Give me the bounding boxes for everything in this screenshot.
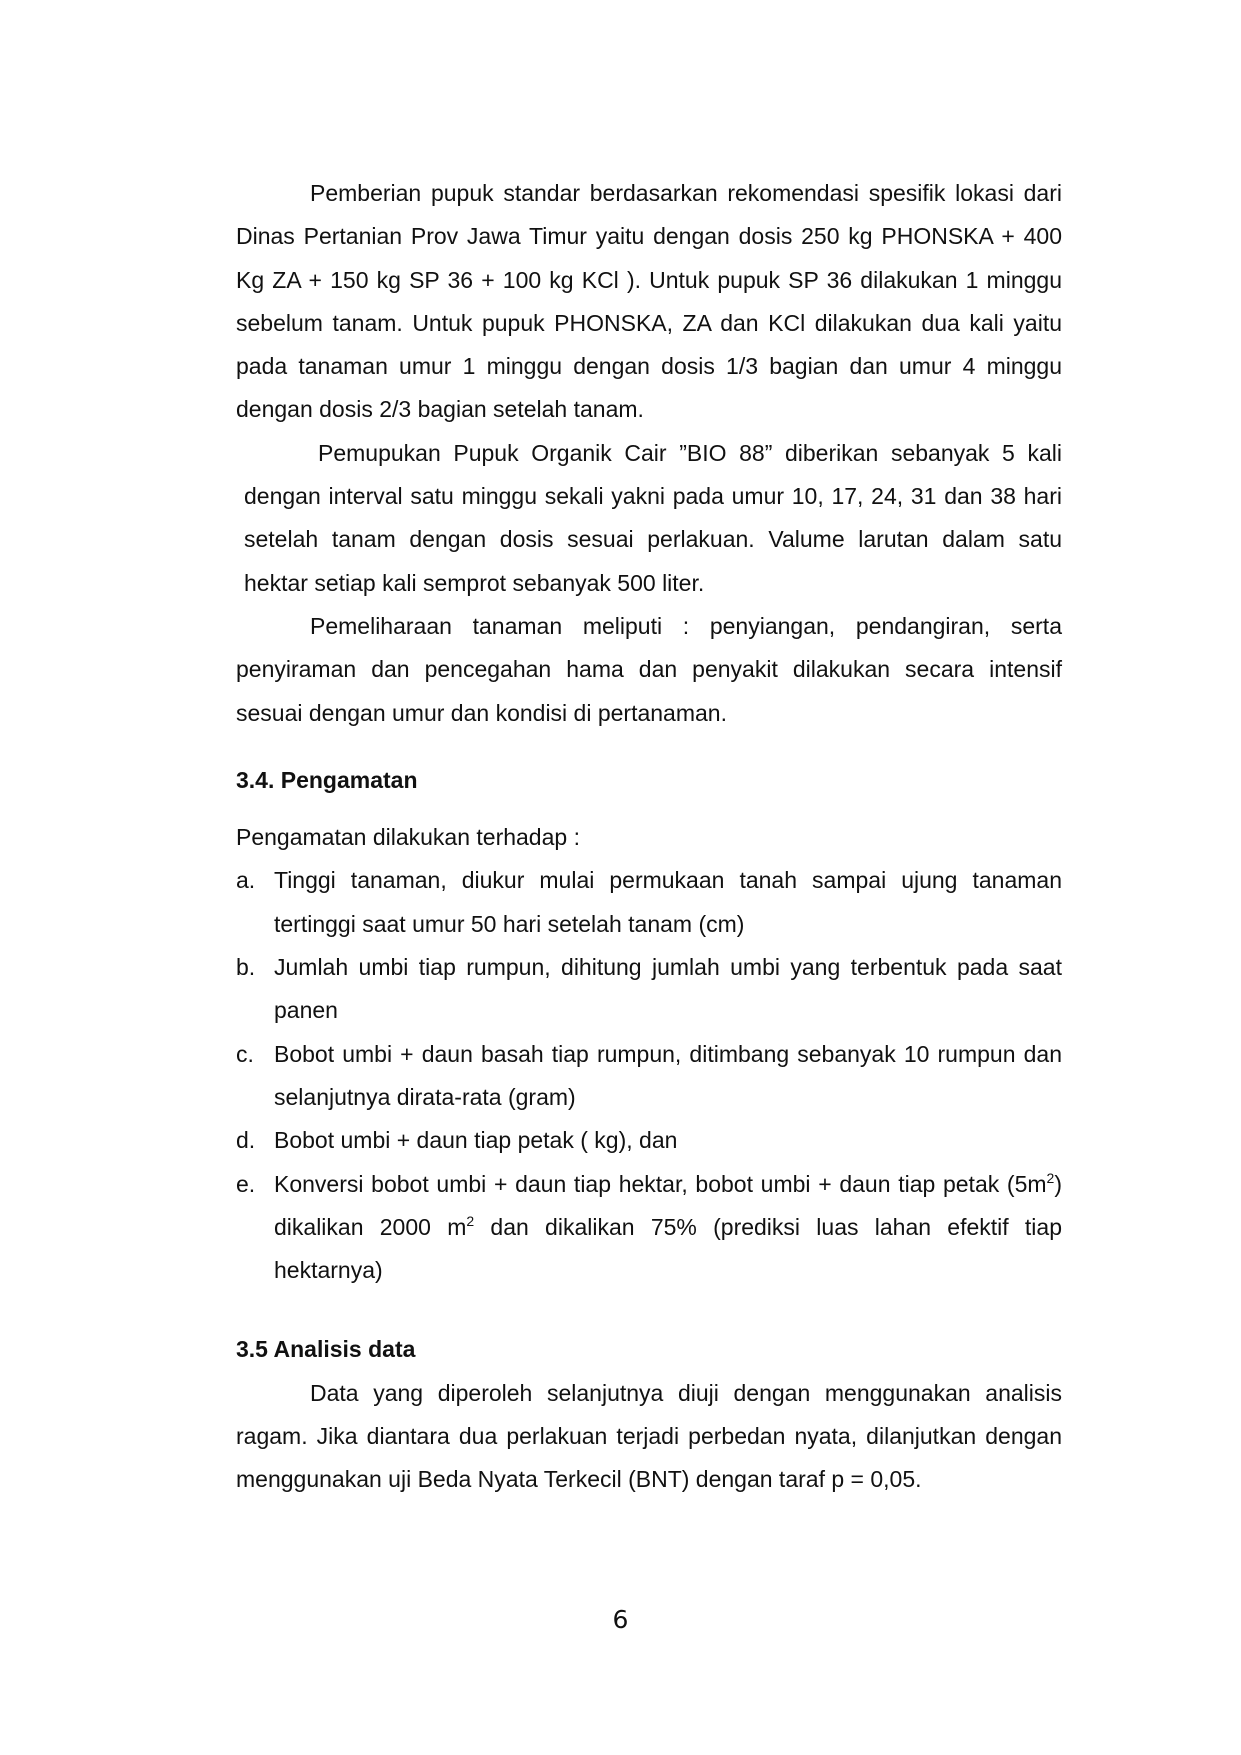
observation-text: Bobot umbi + daun basah tiap rumpun, ditimbang sebanyak 10 rumpun dan selanjutnya dirata-rata (gram) [274,1040,1062,1110]
observation-item-d [236,1119,1062,1162]
observation-text-part: Konversi bobot umbi + daun tiap hektar, bobot umbi + daun tiap petak (5m [274,1170,1047,1197]
list-marker: b. [236,954,256,981]
superscript-squared: 2 [466,1212,475,1229]
paragraph-fertilizer-standard: Pemberian pupuk standar berdasarkan rekomendasi spesifik lokasi dari Dinas Pertanian Prov Jawa Timur yaitu dengan dosis 250 kg PHONSKA + 400 Kg ZA + 150 kg SP 36 + 100 kg KCl ). Untuk pupuk SP 36 dilakukan 1 minggu sebelum tanam. Untuk pupuk PHONSKA, ZA dan KCl dilakukan dua kali yaitu pada tanaman umur 1 minggu dengan dosis 1/3 bagian dan umur 4 minggu dengan dosis 2/3 bagian setelah tanam. [236,180,1062,423]
observation-text: Jumlah umbi tiap rumpun, dihitung jumlah umbi yang terbentuk pada saat panen [274,954,1062,1024]
list-marker: c. [236,1040,254,1067]
paragraph-data-analysis: Data yang diperoleh selanjutnya diuji dengan menggunakan analisis ragam. Jika diantara dua perlakuan terjadi perbedan nyata, dilanjutkan dengan menggunakan uji Beda Nyata Terkecil (BNT) dengan taraf p = 0,05. [236,1379,1062,1493]
observation-item-c [236,1033,1062,1120]
paragraph-organic-fertilizer: Pemupukan Pupuk Organik Cair ”BIO 88” diberikan sebanyak 5 kali dengan interval satu minggu sekali yakni pada umur 10, 17, 24, 31 dan 38 hari setelah tanam dengan dosis sesuai perlakuan. Valume larutan dalam satu hektar setiap kali semprot sebanyak 500 liter. [244,439,1062,596]
observation-text: Bobot umbi + daun tiap petak ( kg), dan [274,1127,678,1154]
observation-item-b [236,946,1062,1033]
list-marker: d. [236,1127,256,1154]
observation-item-e [236,1163,1062,1293]
observation-text-part: dan dikalikan 75% (prediksi luas lahan efektif tiap hektarnya) [274,1213,1062,1284]
paragraph-plant-maintenance: Pemeliharaan tanaman meliputi : penyiangan, pendangiran, serta penyiraman dan pencegahan hama dan penyakit dilakukan secara intensif sesuai dengan umur dan kondisi di pertanaman. [236,612,1062,726]
observation-text: Tinggi tanaman, diukur mulai permukaan tanah sampai ujung tanaman tertinggi saat umur 50 hari setelah tanam (cm) [274,867,1062,937]
section-heading-analisis-data: 3.5 Analisis data [236,1336,416,1363]
observation-item-a [236,859,1062,946]
list-marker: e. [236,1170,256,1197]
superscript-squared: 2 [1046,1169,1055,1186]
observation-intro: Pengamatan dilakukan terhadap : [236,824,580,851]
page-content [236,172,1062,1502]
observation-list [236,859,1062,1292]
page-number: 6 [612,1605,629,1634]
list-marker: a. [236,867,256,894]
observation-text-part: ) dikalikan 2000 m [274,1170,1062,1240]
section-heading-pengamatan: 3.4. Pengamatan [236,766,418,793]
